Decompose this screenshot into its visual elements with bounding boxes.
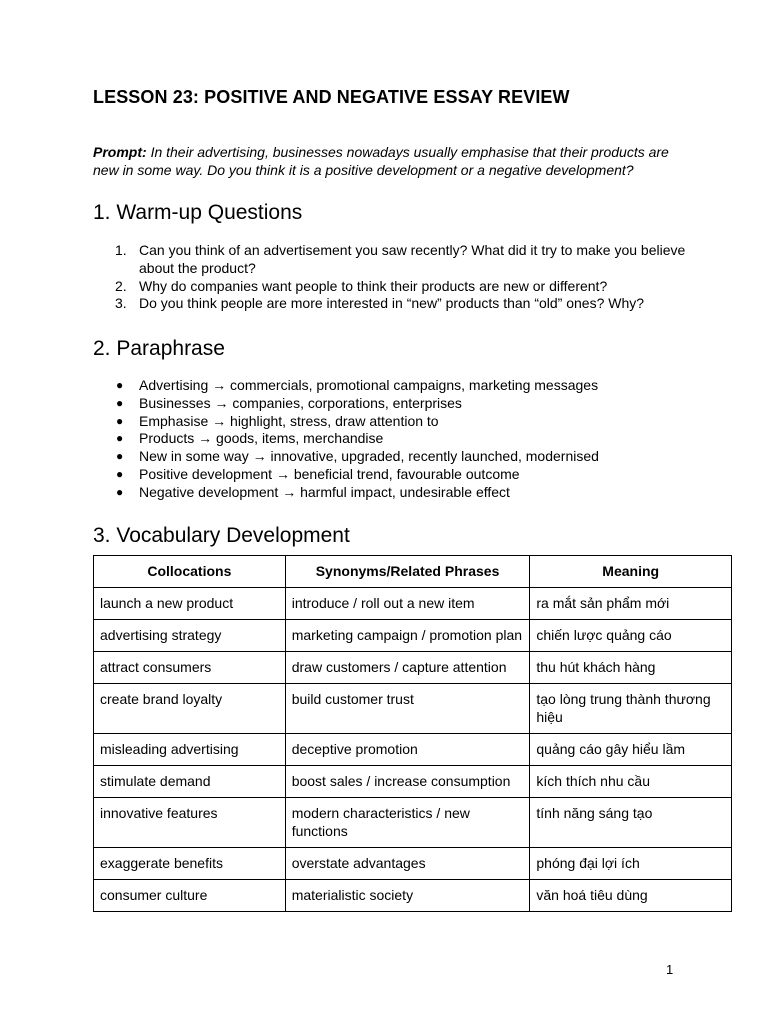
bullet-icon: ●	[116, 378, 124, 392]
synonym-cell: deceptive promotion	[285, 734, 530, 766]
paraphrase-item	[93, 413, 693, 431]
question-text: Why do companies want people to think their products are new or different?	[139, 277, 608, 294]
meaning-cell: tạo lòng trung thành thương hiệu	[530, 684, 732, 734]
warmup-question-list	[93, 242, 693, 313]
question-text: Can you think of an advertisement you saw recently? What did it try to make you believe about the product?	[139, 242, 686, 276]
question-number: 3.	[115, 295, 127, 312]
paraphrase-item	[93, 377, 693, 395]
prompt-text: In their advertising, businesses nowadays usually emphasise that their products are new in some way. Do you think it is a positive development or a negative development?	[93, 144, 669, 178]
synonym-cell: boost sales / increase consumption	[285, 766, 530, 798]
collocation-cell: innovative features	[94, 798, 286, 848]
synonym-cell: marketing campaign / promotion plan	[285, 620, 530, 652]
table-row	[94, 848, 732, 880]
synonym-cell: overstate advantages	[285, 848, 530, 880]
meaning-cell: ra mắt sản phẩm mới	[530, 588, 732, 620]
essay-prompt	[93, 143, 693, 179]
vocab-heading: 3. Vocabulary Development	[93, 524, 350, 547]
paraphrase-list	[93, 377, 693, 502]
collocation-cell: attract consumers	[94, 652, 286, 684]
table-row	[94, 588, 732, 620]
paraphrase-item	[93, 466, 693, 484]
paraphrase-item	[93, 448, 693, 466]
column-header-collocations: Collocations	[94, 556, 286, 588]
meaning-cell: tính năng sáng tạo	[530, 798, 732, 848]
table-row	[94, 798, 732, 848]
column-header-synonyms: Synonyms/Related Phrases	[285, 556, 530, 588]
paraphrase-text: Negative development → harmful impact, undesirable effect	[139, 483, 510, 500]
collocation-cell: consumer culture	[94, 880, 286, 912]
collocation-cell: advertising strategy	[94, 620, 286, 652]
bullet-icon: ●	[116, 413, 124, 428]
collocation-cell: misleading advertising	[94, 734, 286, 766]
paraphrase-item	[93, 484, 693, 502]
collocation-cell: create brand loyalty	[94, 684, 286, 734]
question-number: 2.	[115, 277, 127, 294]
column-header-meaning: Meaning	[530, 556, 732, 588]
question-number: 1.	[115, 242, 127, 258]
synonym-cell: materialistic society	[285, 880, 530, 912]
synonym-cell: build customer trust	[285, 684, 530, 734]
table-row	[94, 766, 732, 798]
lesson-title: LESSON 23: POSITIVE AND NEGATIVE ESSAY REVIEW	[93, 87, 570, 107]
prompt-label: Prompt:	[93, 144, 147, 160]
synonym-cell: introduce / roll out a new item	[285, 588, 530, 620]
collocation-cell: launch a new product	[94, 588, 286, 620]
meaning-cell: chiến lược quảng cáo	[530, 620, 732, 652]
vocabulary-table	[93, 555, 732, 912]
question-text: Do you think people are more interested in “new” products than “old” ones? Why?	[139, 295, 645, 312]
table-row	[94, 652, 732, 684]
page-number: 1	[666, 962, 674, 977]
warmup-question	[93, 278, 693, 296]
meaning-cell: kích thích nhu cầu	[530, 766, 732, 798]
paraphrase-text: Emphasise → highlight, stress, draw attention to	[139, 412, 439, 429]
meaning-cell: phóng đại lợi ích	[530, 848, 732, 880]
warmup-heading: 1. Warm-up Questions	[93, 201, 303, 224]
synonym-cell: draw customers / capture attention	[285, 652, 530, 684]
table-row	[94, 734, 732, 766]
bullet-icon: ●	[116, 395, 124, 410]
paraphrase-text: New in some way → innovative, upgraded, recently launched, modernised	[139, 448, 599, 465]
collocation-cell: stimulate demand	[94, 766, 286, 798]
paraphrase-text: Products → goods, items, merchandise	[139, 430, 384, 447]
bullet-icon: ●	[116, 449, 124, 464]
meaning-cell: thu hút khách hàng	[530, 652, 732, 684]
paraphrase-text: Businesses → companies, corporations, enterprises	[139, 394, 462, 411]
table-row	[94, 684, 732, 734]
paraphrase-text: Advertising → commercials, promotional campaigns, marketing messages	[139, 377, 599, 393]
table-header-row	[94, 556, 732, 588]
collocation-cell: exaggerate benefits	[94, 848, 286, 880]
meaning-cell: văn hoá tiêu dùng	[530, 880, 732, 912]
warmup-question	[93, 242, 693, 278]
table-row	[94, 880, 732, 912]
bullet-icon: ●	[116, 466, 124, 481]
bullet-icon: ●	[116, 484, 124, 499]
paraphrase-item	[93, 395, 693, 413]
paraphrase-heading: 2. Paraphrase	[93, 337, 225, 360]
warmup-question	[93, 295, 693, 313]
synonym-cell: modern characteristics / new functions	[285, 798, 530, 848]
bullet-icon: ●	[116, 431, 124, 446]
paraphrase-item	[93, 430, 693, 448]
table-row	[94, 620, 732, 652]
meaning-cell: quảng cáo gây hiểu lầm	[530, 734, 732, 766]
paraphrase-text: Positive development → beneficial trend, favourable outcome	[139, 465, 520, 482]
